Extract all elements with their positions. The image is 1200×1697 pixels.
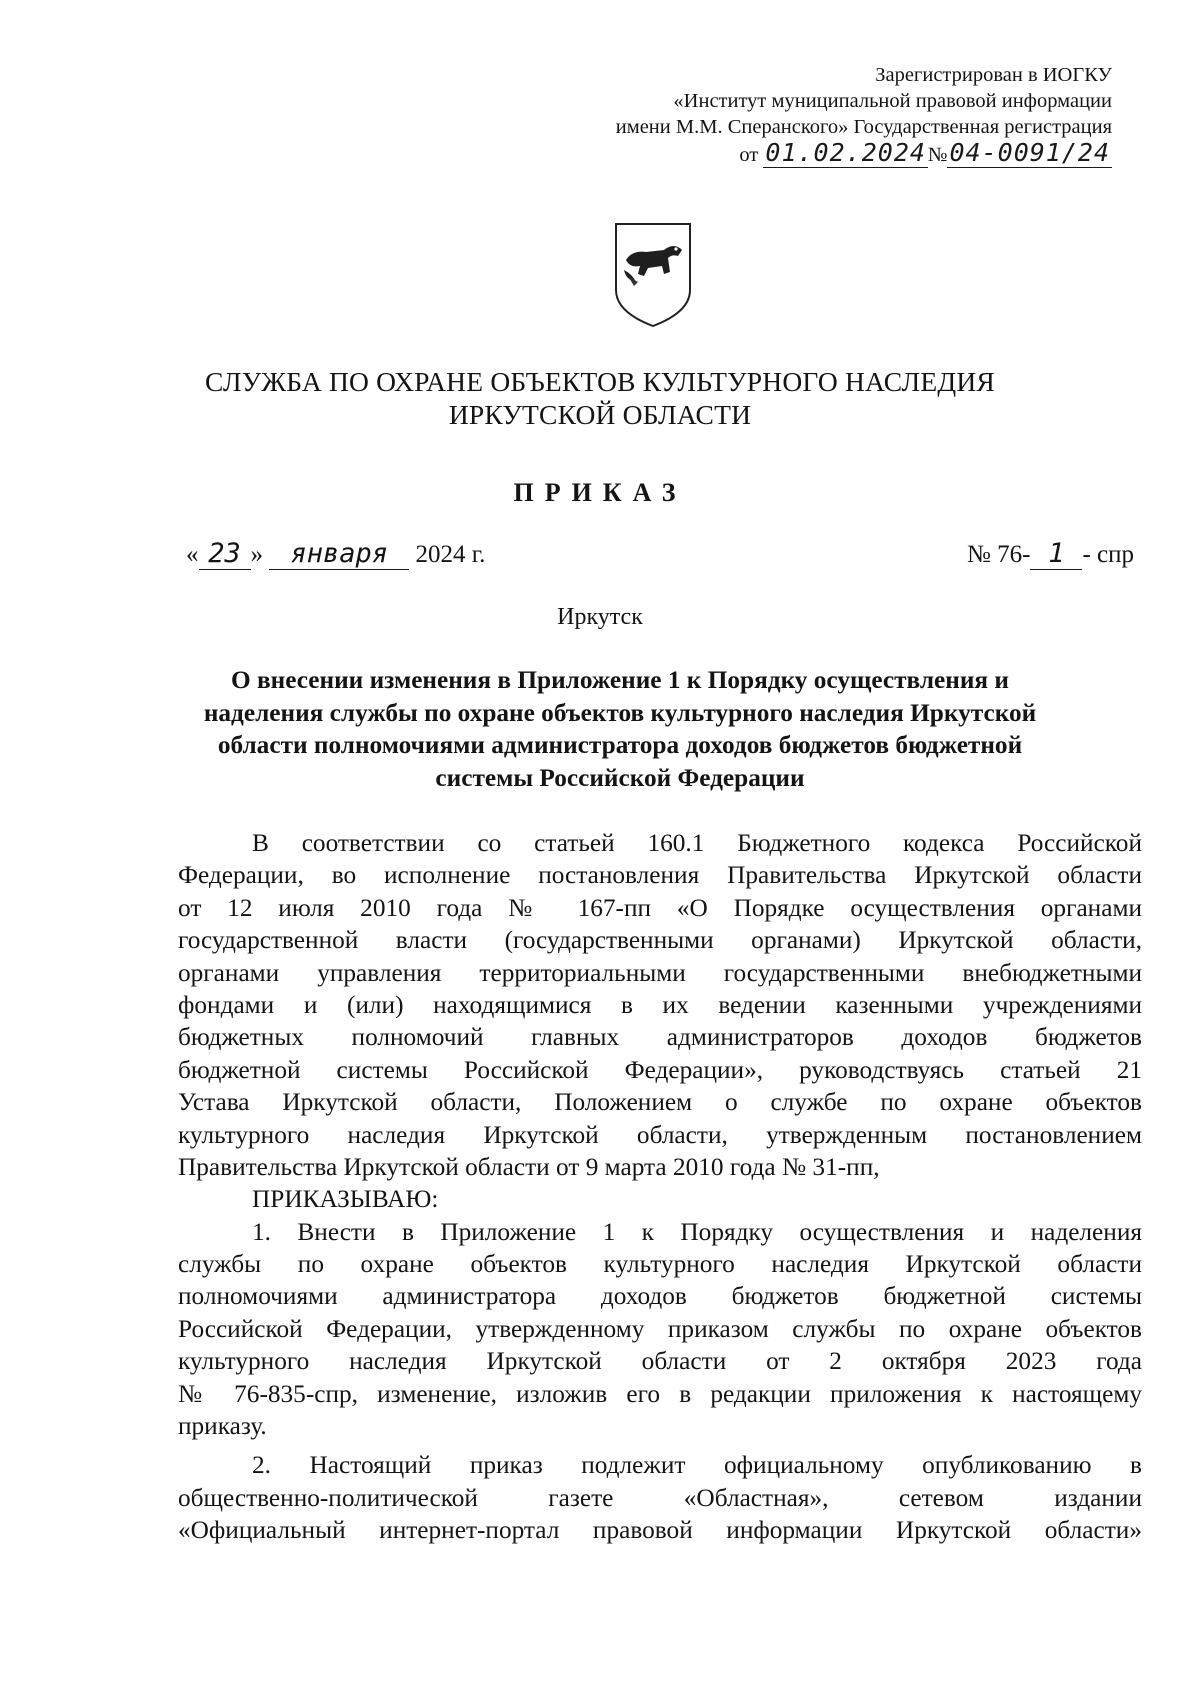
preamble-line: Федерации, во исполнение постановления Правительства Иркутской области (178, 861, 1142, 890)
item2-line: «Официальный интернет-портал правовой информации Иркутской области» (178, 1516, 1142, 1545)
registration-number-value: 04-0091/24 (949, 138, 1110, 167)
preamble-line: Устава Иркутской области, Положением о службе по охране объектов (178, 1088, 1142, 1117)
organization-line-2: ИРКУТСКОЙ ОБЛАСТИ (448, 399, 752, 430)
registration-line-2: «Институт муниципальной правовой информации (673, 90, 1112, 112)
number-suffix: - спр (1082, 541, 1134, 568)
preamble-line: В соответствии со статьей 160.1 Бюджетного кодекса Российской (252, 829, 1142, 857)
document-type-title: ПРИКАЗ (513, 478, 687, 507)
item2-line: 2. Настоящий приказ подлежит официальному опубликованию в (252, 1451, 1142, 1480)
registration-number-prefix: № (927, 144, 948, 166)
organization-line-1: СЛУЖБА ПО ОХРАНЕ ОБЪЕКТОВ КУЛЬТУРНОГО НАСЛЕДИЯ (205, 366, 995, 397)
order-number (967, 538, 1134, 570)
registration-date-value: 01.02.2024 (765, 138, 926, 167)
preamble-line: Правительства Иркутской области от 9 марта 2010 года № 31-пп, (178, 1152, 880, 1181)
preamble-line: государственной власти (государственными органами) Иркутской области, (178, 926, 1142, 955)
item1-line: Российской Федерации, утвержденному приказом службы по охране объектов (178, 1314, 1142, 1343)
irkutsk-coat-of-arms-icon (612, 220, 694, 330)
order-subject (180, 664, 1060, 794)
item2-line: общественно-политической газете «Областная», сетевом издании (178, 1483, 1142, 1512)
subject-line: системы Российской Федерации (435, 763, 805, 792)
order-word: ПРИКАЗЫВАЮ: (252, 1185, 439, 1214)
date-month: января (269, 538, 409, 570)
preamble-line: фондами и (или) находящимися в их ведении казенными учреждениями (178, 990, 1142, 1019)
registration-date-prefix: от (739, 144, 759, 166)
item1-line: службы по охране объектов культурного наследия Иркутской области (178, 1250, 1142, 1279)
subject-line: О внесении изменения в Приложение 1 к Порядку осуществления и (230, 666, 1009, 694)
subject-line: области полномочиями администратора доходов бюджетов бюджетной (217, 731, 1023, 759)
item1-line: культурного наследия Иркутской области от 2 октября 2023 года (178, 1347, 1142, 1376)
date-year: 2024 г. (415, 541, 486, 568)
subject-line: наделения службы по охране объектов культурного наследия Иркутской (203, 698, 1037, 727)
item1-line: № 76-835-спр, изменение, изложив его в редакции приложения к настоящему (178, 1379, 1142, 1408)
number-prefix: № 76- (967, 541, 1031, 568)
organization-name (0, 365, 1200, 431)
preamble-line: бюджетных полномочий главных администраторов доходов бюджетов (178, 1023, 1142, 1052)
preamble-line: от 12 июля 2010 года № 167-пп «О Порядке осуществления органами (178, 893, 1142, 922)
registration-line-3: имени М.М. Сперанского» Государственная регистрация (615, 116, 1112, 138)
preamble-line: бюджетной системы Российской Федерации», руководствуясь статьей 21 (178, 1055, 1142, 1084)
order-date (186, 538, 485, 570)
registration-line-1: Зарегистрирован в ИОГКУ (875, 64, 1112, 86)
date-day: 23 (199, 538, 251, 570)
item1-line: приказу. (178, 1412, 267, 1441)
registration-stamp (552, 62, 1112, 168)
preamble-line: культурного наследия Иркутской области, утвержденным постановлением (178, 1120, 1142, 1149)
date-close-quote: » (250, 541, 263, 568)
registration-date-line (552, 140, 1112, 168)
order-body (178, 827, 1142, 1547)
item1-line: 1. Внести в Приложение 1 к Порядку осуществления и наделения (252, 1217, 1142, 1246)
preamble-line: органами управления территориальными государственными внебюджетными (178, 958, 1142, 987)
number-value: 1 (1030, 538, 1082, 570)
date-open-quote: « (186, 541, 199, 568)
city-name: Иркутск (557, 604, 643, 630)
item1-line: полномочиями администратора доходов бюджетов бюджетной системы (178, 1282, 1142, 1311)
